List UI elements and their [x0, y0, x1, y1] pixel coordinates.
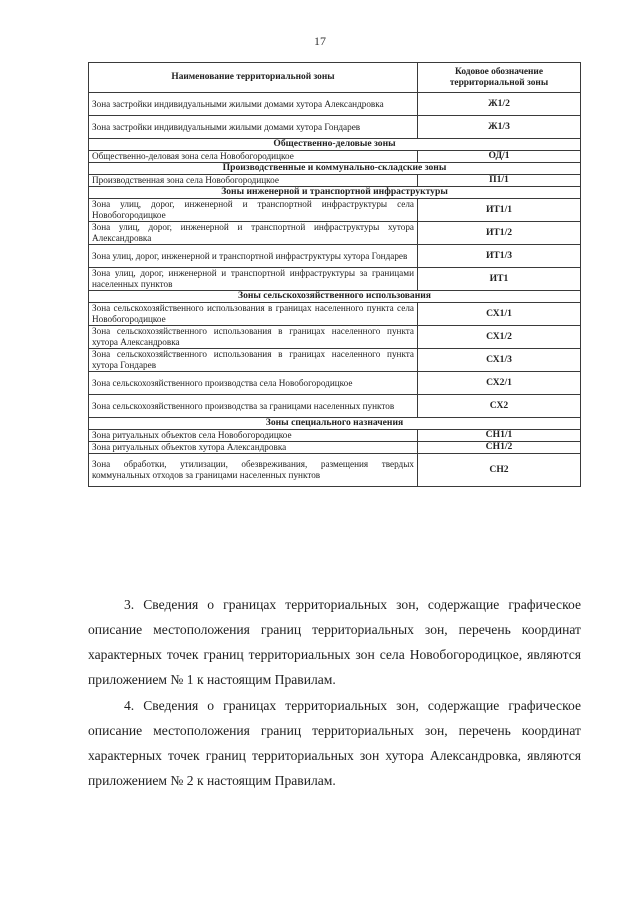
table-section-row: [89, 163, 581, 175]
zone-code-cell: Ж1/2: [418, 93, 581, 116]
table-row: [89, 199, 581, 222]
zone-code-cell: СН1/2: [418, 442, 581, 454]
zone-name-cell: Зона сельскохозяйственного производства села Новобогородицкое: [89, 372, 418, 395]
zone-code-cell: Ж1/3: [418, 116, 581, 139]
zone-name-cell: Зона обработки, утилизации, обезвреживания, размещения твердых коммунальных отходов за границами населенных пунктов: [89, 454, 418, 487]
zone-code-cell: ОД/1: [418, 151, 581, 163]
zone-code-cell: СХ1/3: [418, 349, 581, 372]
zone-code-cell: П1/1: [418, 175, 581, 187]
section-title: Общественно-деловые зоны: [89, 139, 581, 151]
table-row: [89, 268, 581, 291]
paragraph-text: 4. Сведения о границах территориальных зон, содержащие графическое описание местоположения границ территориальных зон, перечень координат характерных точек границ территориальных зон хутора Александровка, являются приложением № 2 к настоящим Правилам.: [88, 698, 581, 788]
zone-name-cell: Зона улиц, дорог, инженерной и транспортной инфраструктуры села Новобогородицкое: [89, 199, 418, 222]
zone-code-cell: СН1/1: [418, 430, 581, 442]
zone-code-cell: ИТ1/1: [418, 199, 581, 222]
zone-name-cell: Зона застройки индивидуальными жилыми домами хутора Александровка: [89, 93, 418, 116]
table-row: [89, 175, 581, 187]
table-row: [89, 93, 581, 116]
table-row: [89, 151, 581, 163]
table-row: [89, 395, 581, 418]
zone-name-cell: Зона улиц, дорог, инженерной и транспортной инфраструктуры хутора Александровка: [89, 222, 418, 245]
zone-name-cell: Зона ритуальных объектов села Новобогородицкое: [89, 430, 418, 442]
header-zone-name: Наименование территориальной зоны: [89, 63, 418, 93]
zone-name-cell: Зона сельскохозяйственного использования в границах населенного пункта села Новобогородицкое: [89, 303, 418, 326]
zone-name-cell: Зона сельскохозяйственного производства за границами населенных пунктов: [89, 395, 418, 418]
table-row: [89, 245, 581, 268]
zone-code-cell: ИТ1: [418, 268, 581, 291]
zone-code-cell: СХ2: [418, 395, 581, 418]
zone-name-cell: Общественно-деловая зона села Новобогородицкое: [89, 151, 418, 163]
zone-name-cell: Производственная зона села Новобогородицкое: [89, 175, 418, 187]
table-section-row: [89, 291, 581, 303]
table-row: [89, 454, 581, 487]
zone-name-cell: Зона улиц, дорог, инженерной и транспортной инфраструктуры хутора Гондарев: [89, 245, 418, 268]
table-row: [89, 349, 581, 372]
table-row: [89, 222, 581, 245]
section-title: Зоны специального назначения: [89, 418, 581, 430]
section-title: Производственные и коммунально-складские зоны: [89, 163, 581, 175]
table-body: [89, 93, 581, 487]
table-section-row: [89, 187, 581, 199]
territorial-zones-table: [88, 62, 581, 487]
table-section-row: [89, 139, 581, 151]
table-row: [89, 442, 581, 454]
page-number: 17: [314, 34, 326, 48]
zone-name-cell: Зона улиц, дорог, инженерной и транспортной инфраструктуры за границами населенных пунктов: [89, 268, 418, 291]
zone-code-cell: СХ1/1: [418, 303, 581, 326]
table-header-row: [89, 63, 581, 93]
zone-name-cell: Зона застройки индивидуальными жилыми домами хутора Гондарев: [89, 116, 418, 139]
header-zone-code: Кодовое обозначение территориальной зоны: [418, 63, 581, 93]
table-row: [89, 372, 581, 395]
table-section-row: [89, 418, 581, 430]
table-row: [89, 303, 581, 326]
table-row: [89, 430, 581, 442]
zone-code-cell: СХ2/1: [418, 372, 581, 395]
zone-name-cell: Зона сельскохозяйственного использования в границах населенного пункта хутора Александровка: [89, 326, 418, 349]
section-title: Зоны инженерной и транспортной инфраструктуры: [89, 187, 581, 199]
zone-code-cell: ИТ1/2: [418, 222, 581, 245]
paragraph-text: 3. Сведения о границах территориальных зон, содержащие графическое описание местоположения границ территориальных зон, перечень координат характерных точек границ территориальных зон села Новобогородицкое, являются приложением № 1 к настоящим Правилам.: [88, 597, 581, 687]
paragraph-appendix-2: [88, 693, 581, 793]
zone-name-cell: Зона сельскохозяйственного использования в границах населенного пункта хутора Гондарев: [89, 349, 418, 372]
paragraph-appendix-1: [88, 592, 581, 692]
table-row: [89, 326, 581, 349]
zone-code-cell: СХ1/2: [418, 326, 581, 349]
zone-code-cell: СН2: [418, 454, 581, 487]
table-row: [89, 116, 581, 139]
zone-code-cell: ИТ1/3: [418, 245, 581, 268]
zone-name-cell: Зона ритуальных объектов хутора Александровка: [89, 442, 418, 454]
section-title: Зоны сельскохозяйственного использования: [89, 291, 581, 303]
